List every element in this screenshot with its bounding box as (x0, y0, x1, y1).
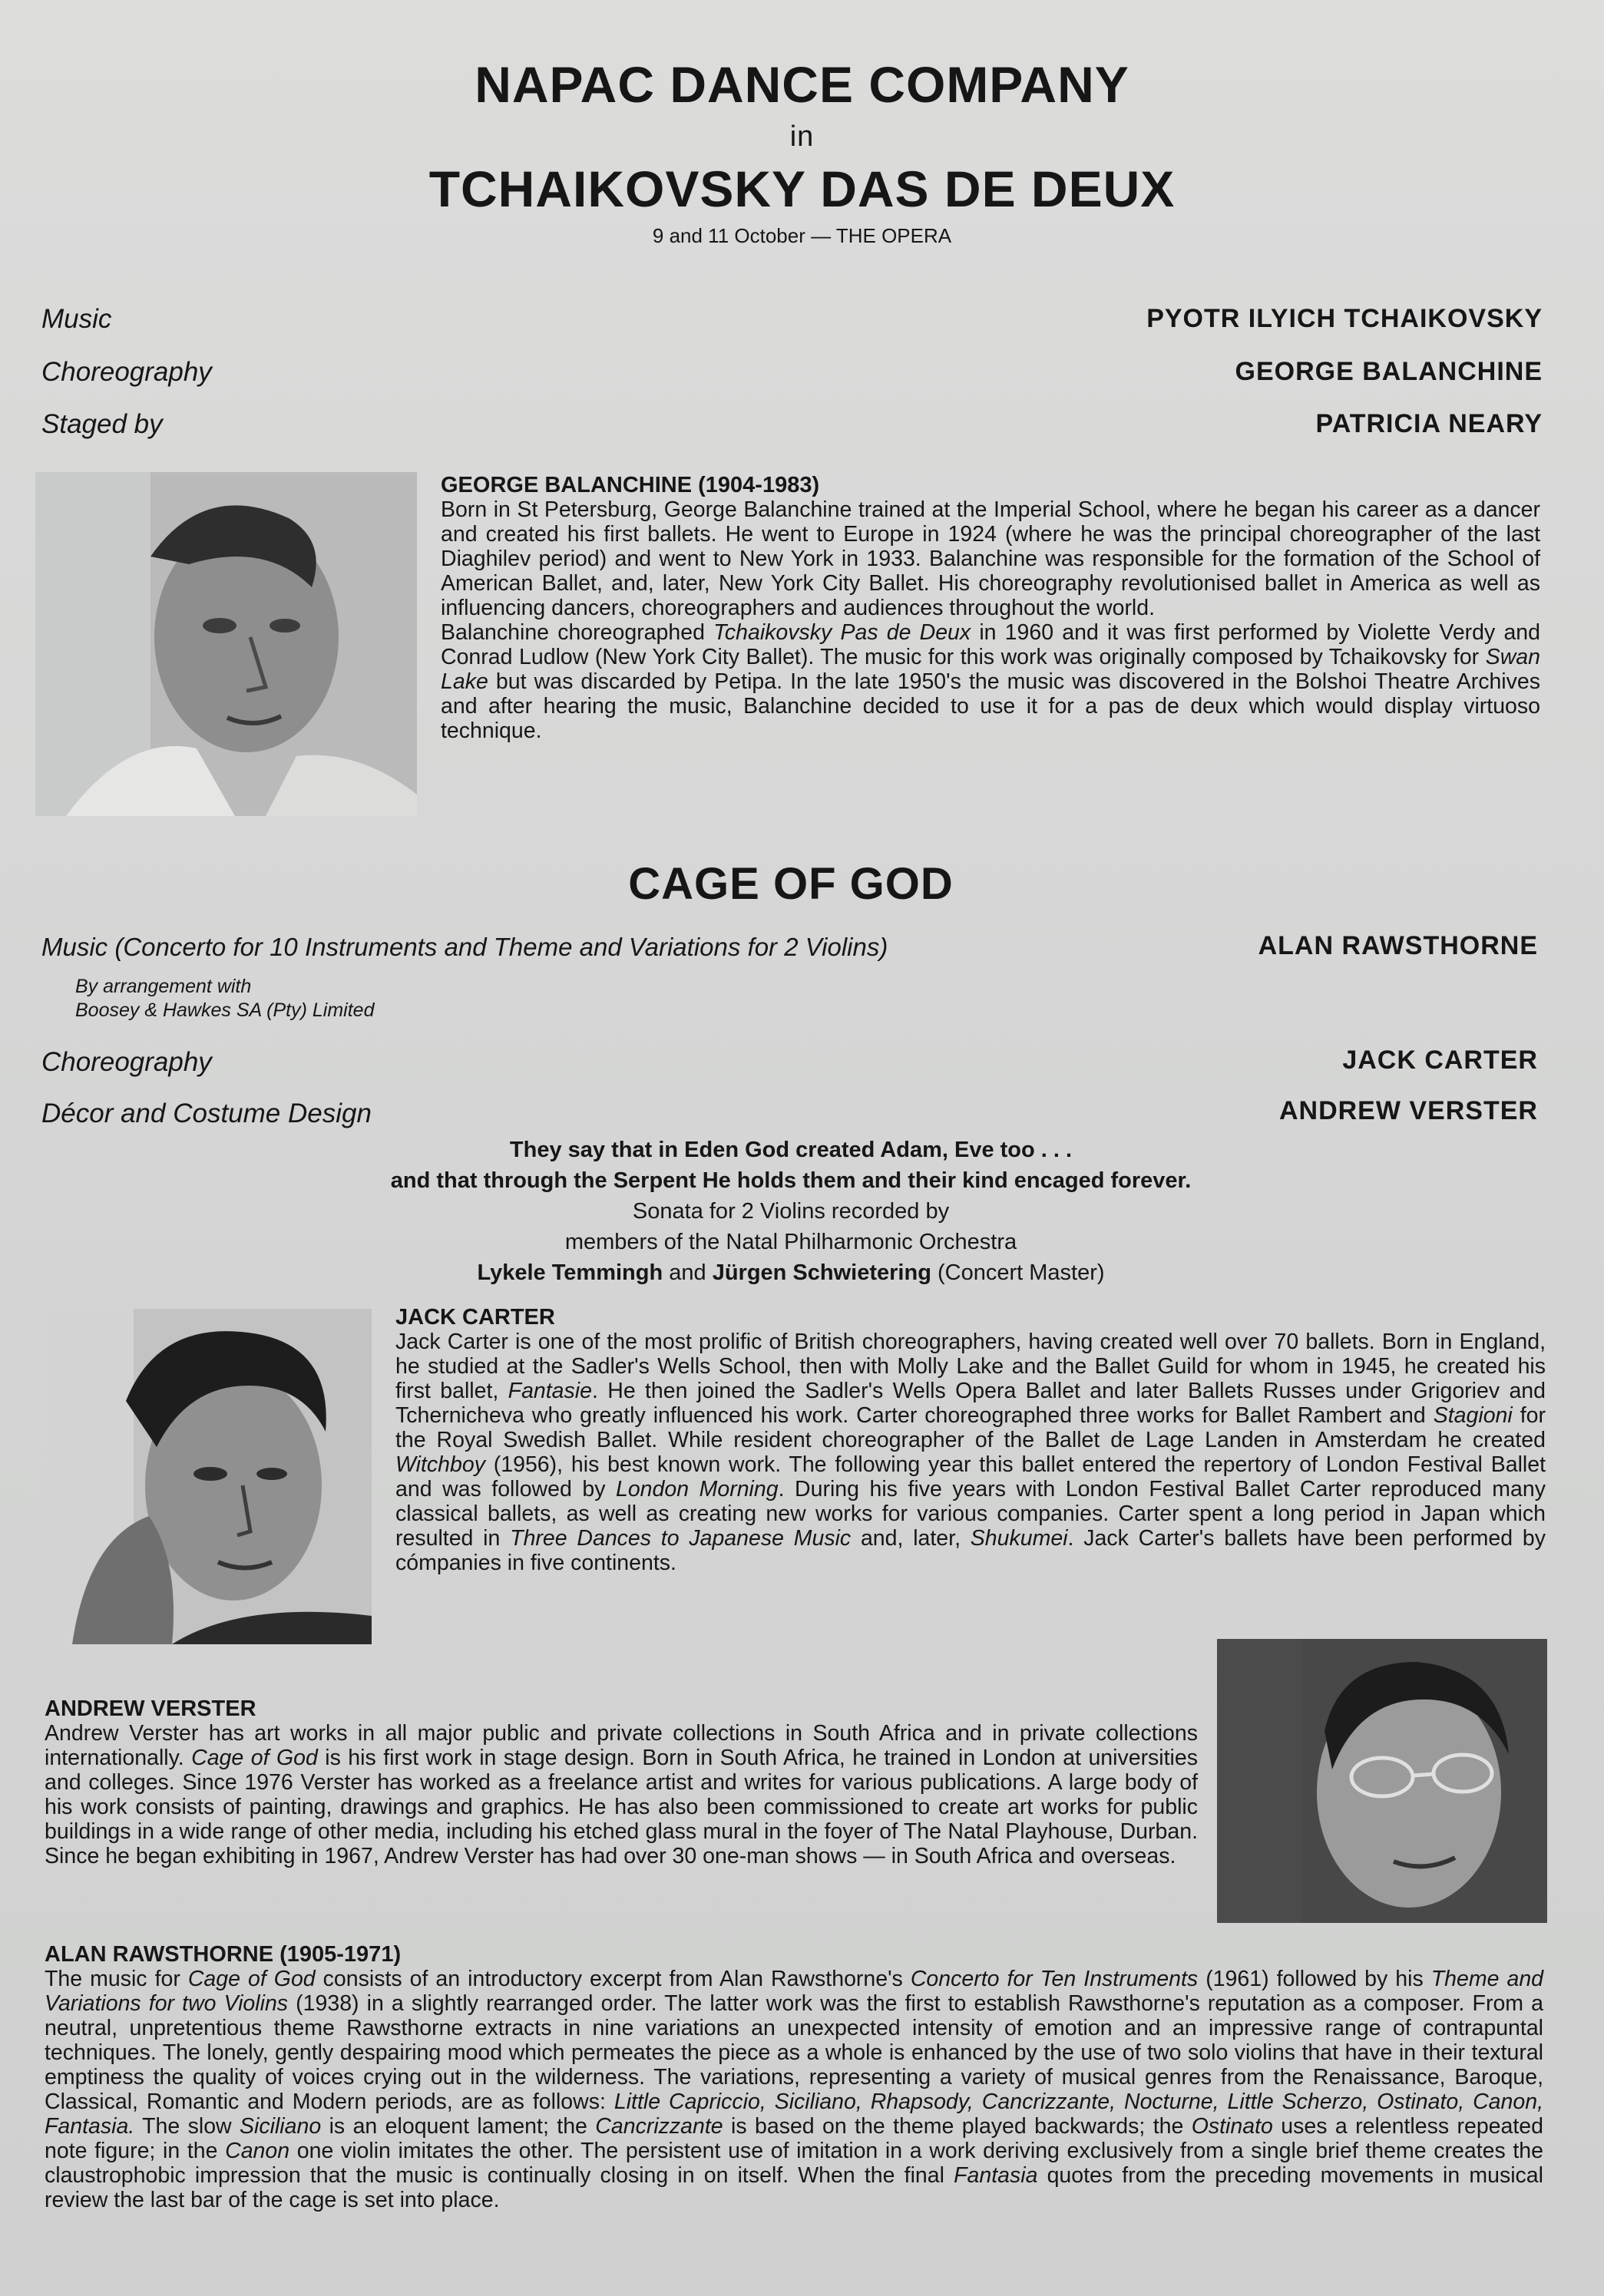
cage-choreo-role: Choreography (41, 1047, 212, 1077)
credit-role-music: Music (41, 304, 112, 334)
balanchine-heading: GEORGE BALANCHINE (1904-1983) (441, 473, 820, 497)
title-in: in (789, 121, 815, 153)
balanchine-paragraph-1: Born in St Petersburg, George Balanchine trained at the Imperial School, where he began his career as a dancer and created his first ballets. He went to Europe in 1924 (where he was the principal choreographer of the last Diaghilev period) and went to New York in 1933. Balanchine was responsible for the formation of the School of American Ballet, and, later, New York City Ballet. His choreography revolutionised ballet in America as well as influencing dancers, choreographers and audiences throughout the world. (441, 497, 1540, 620)
performance-date: 9 and 11 October — THE OPERA (652, 224, 952, 247)
cage-epigraph: They say that in Eden God created Adam, Eve too . . . and that through the Serpent He holds them and their kind encaged forever. Sonata for 2 Violins recorded by members of the Natal Philharmonic Orchestra Lykele Temmingh and Jürgen Schwietering (Concert Master) (390, 1138, 1192, 1285)
verster-heading: ANDREW VERSTER (45, 1696, 256, 1721)
carter-photo (41, 1309, 372, 1644)
balanchine-photo (35, 472, 417, 816)
cage-choreo-name: JACK CARTER (1342, 1046, 1538, 1075)
carter-heading: JACK CARTER (395, 1305, 555, 1330)
company-title: NAPAC DANCE COMPANY (475, 56, 1129, 113)
rawsthorne-paragraph: The music for Cage of God consists of an introductory excerpt from Alan Rawsthorne's Concerto for Ten Instruments (1961) followed by his Theme and Variations for two Violins (1938) in a slightly rearranged order. The latter work was the first to establish Rawsthorne's reputation as a composer. From a neutral, unpretentious theme Rawsthorne extracts in nine variations an unexpected intensity of emotion and an impressive range of contrapuntal techniques. The lonely, gently despairing mood which permeates the piece as a whole is enhanced by the use of two solo violins that have in their textural emptiness the quality of voices crying out in the wilderness. The variations, representing a variety of musical genres from the Renaissance, Baroque, Classical, Romantic and Modern periods, are as follows: Little Capriccio, Siciliano, Rhapsody, Cancrizzante, Nocturne, Little Scherzo, Ostinato, Canon, Fantasia. The slow Siciliano is an eloquent lament; the Cancrizzante is based on the theme played backwards; the Ostinato uses a relentless repeated note figure; in the Canon one violin imitates the other. The persistent use of imitation in a work deriving exclusively from a single brief theme creates the claustrophobic impression that the music is continually closing in on itself. When the final Fantasia quotes from the preceding movements in musical review the last bar of the cage is set into place. (45, 1967, 1544, 2212)
cage-music-name: ALAN RAWSTHORNE (1258, 931, 1538, 960)
carter-bio (395, 1305, 1546, 1575)
credit-role-staged: Staged by (41, 409, 163, 439)
cage-music-role: Music (Concerto for 10 Instruments and Theme and Variations for 2 Violins) (41, 933, 888, 961)
credit-name-staged: PATRICIA NEARY (1315, 409, 1543, 438)
cage-decor-name: ANDREW VERSTER (1278, 1096, 1538, 1125)
arrangement-note: By arrangement with Boosey & Hawkes SA (Pty) Limited (75, 976, 375, 1021)
balanchine-paragraph-2: Balanchine choreographed Tchaikovsky Pas de Deux in 1960 and it was first performed by Violette Verdy and Conrad Ludlow (New York City Ballet). The music for this work was originally composed by Tchaikovsky for Swan Lake but was discarded by Petipa. In the late 1950's the music was discovered in the Bolshoi Theatre Archives and after hearing the music, Balanchine decided to use it for a pas de deux which would display virtuoso technique. (441, 620, 1540, 743)
carter-paragraph: Jack Carter is one of the most prolific of British choreographers, having created well over 70 ballets. Born in England, he studied at the Sadler's Wells School, then with Molly Lake and the Ballet Guild for whom in 1945, he created his first ballet, Fantasie. He then joined the Sadler's Wells Opera Ballet and later Ballets Russes under Grigoriev and Tchernicheva who greatly influenced his work. Carter choreographed three works for Ballet Rambert and Stagioni for the Royal Swedish Ballet. While resident choreographer of the Ballet de Lage Landen in Amsterdam he created Witchboy (1956), his best known work. The following year this ballet entered the repertory of London Festival Ballet and was followed by London Morning. During his five years with London Festival Ballet Carter reproduced many classical ballets, as well as creating new works for various companies. Carter spent a long period in Japan which resulted in Three Dances to Japanese Music and, later, Shukumei. Jack Carter's ballets have been performed by cómpanies in five continents. (395, 1330, 1546, 1575)
credit-name-choreography: GEORGE BALANCHINE (1235, 357, 1543, 386)
rawsthorne-heading: ALAN RAWSTHORNE (1905-1971) (45, 1942, 402, 1967)
cage-title: CAGE OF GOD (628, 859, 954, 909)
verster-paragraph: Andrew Verster has art works in all major public and private collections in South Africa and in private collections internationally. Cage of God is his first work in stage design. Born in South Africa, he trained in London at universities and colleges. Since 1976 Verster has worked as a freelance artist and writes for various publications. A large body of his work consists of painting, drawings and graphics. He has also been commissioned to create art works for public buildings in a wide range of other media, including his etched glass mural in the foyer of The Natal Playhouse, Durban. Since he began exhibiting in 1967, Andrew Verster has had over 30 one-man shows — in South Africa and overseas. (45, 1721, 1198, 1868)
verster-photo (1217, 1639, 1547, 1923)
credit-name-music: PYOTR ILYICH TCHAIKOVSKY (1146, 304, 1543, 333)
cage-decor-role: Décor and Costume Design (41, 1098, 372, 1128)
rawsthorne-bio (45, 1942, 1543, 2212)
verster-bio (45, 1696, 1198, 1868)
credit-role-choreography: Choreography (41, 357, 212, 387)
balanchine-bio (441, 473, 1540, 743)
ballet-title: TCHAIKOVSKY DAS DE DEUX (428, 160, 1176, 217)
